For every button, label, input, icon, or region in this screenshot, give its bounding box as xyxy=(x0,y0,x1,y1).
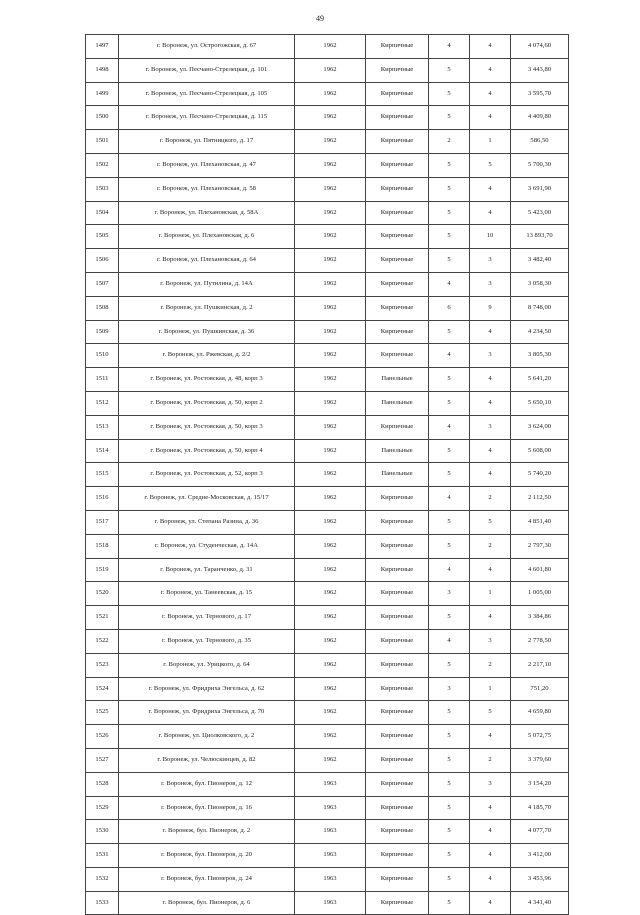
area-cell: 2 797,30 xyxy=(511,534,569,558)
table-row xyxy=(86,891,569,915)
row-number: 1508 xyxy=(86,296,119,320)
floors-cell: 4 xyxy=(429,629,470,653)
address-cell: г. Воронеж, ул. Танеевская, д. 15 xyxy=(119,582,295,606)
year-cell: 1962 xyxy=(295,653,366,677)
table-row xyxy=(86,320,569,344)
year-cell: 1962 xyxy=(295,249,366,273)
area-cell: 3 595,70 xyxy=(511,82,569,106)
floors-cell: 5 xyxy=(429,653,470,677)
wall-material-cell: Кирпичные xyxy=(366,844,429,868)
table-row xyxy=(86,487,569,511)
wall-material-cell: Кирпичные xyxy=(366,487,429,511)
area-cell: 1 005,00 xyxy=(511,582,569,606)
row-number: 1526 xyxy=(86,725,119,749)
entrances-cell: 5 xyxy=(470,153,511,177)
entrances-cell: 4 xyxy=(470,201,511,225)
table-row xyxy=(86,106,569,130)
area-cell: 4 409,80 xyxy=(511,106,569,130)
wall-material-cell: Кирпичные xyxy=(366,606,429,630)
page-number: 49 xyxy=(316,14,324,23)
address-cell: г. Воронеж, ул. Песчано-Стрелецкая, д. 105 xyxy=(119,82,295,106)
row-number: 1533 xyxy=(86,891,119,915)
housing-registry-table xyxy=(85,34,569,915)
area-cell: 4 341,40 xyxy=(511,891,569,915)
address-cell: г. Воронеж, ул. Плехановская, д. 58А xyxy=(119,201,295,225)
floors-cell: 4 xyxy=(429,344,470,368)
wall-material-cell: Кирпичные xyxy=(366,415,429,439)
entrances-cell: 4 xyxy=(470,58,511,82)
entrances-cell: 3 xyxy=(470,272,511,296)
floors-cell: 3 xyxy=(429,677,470,701)
wall-material-cell: Кирпичные xyxy=(366,177,429,201)
address-cell: г. Воронеж, ул. Урицкого, д. 64 xyxy=(119,653,295,677)
wall-material-cell: Кирпичные xyxy=(366,510,429,534)
wall-material-cell: Кирпичные xyxy=(366,653,429,677)
area-cell: 586,50 xyxy=(511,130,569,154)
wall-material-cell: Кирпичные xyxy=(366,582,429,606)
floors-cell: 4 xyxy=(429,487,470,511)
area-cell: 3 058,30 xyxy=(511,272,569,296)
row-number: 1514 xyxy=(86,439,119,463)
entrances-cell: 3 xyxy=(470,344,511,368)
entrances-cell: 2 xyxy=(470,653,511,677)
wall-material-cell: Кирпичные xyxy=(366,534,429,558)
address-cell: г. Воронеж, ул. Песчано-Стрелецкая, д. 115 xyxy=(119,106,295,130)
year-cell: 1962 xyxy=(295,35,366,59)
row-number: 1500 xyxy=(86,106,119,130)
row-number: 1521 xyxy=(86,606,119,630)
floors-cell: 5 xyxy=(429,177,470,201)
area-cell: 4 601,80 xyxy=(511,558,569,582)
year-cell: 1962 xyxy=(295,510,366,534)
entrances-cell: 4 xyxy=(470,606,511,630)
area-cell: 3 453,96 xyxy=(511,867,569,891)
address-cell: г. Воронеж, ул. Тернового, д. 35 xyxy=(119,629,295,653)
area-cell: 4 074,60 xyxy=(511,35,569,59)
address-cell: г. Воронеж, бул. Пионеров, д. 2 xyxy=(119,820,295,844)
table-row xyxy=(86,225,569,249)
floors-cell: 4 xyxy=(429,272,470,296)
entrances-cell: 1 xyxy=(470,677,511,701)
wall-material-cell: Панельные xyxy=(366,463,429,487)
entrances-cell: 4 xyxy=(470,558,511,582)
area-cell: 5 423,00 xyxy=(511,201,569,225)
area-cell: 8 748,00 xyxy=(511,296,569,320)
year-cell: 1962 xyxy=(295,415,366,439)
area-cell: 4 659,80 xyxy=(511,701,569,725)
address-cell: г. Воронеж, ул. Пушкинская, д. 36 xyxy=(119,320,295,344)
entrances-cell: 1 xyxy=(470,582,511,606)
row-number: 1513 xyxy=(86,415,119,439)
table-row xyxy=(86,130,569,154)
wall-material-cell: Панельные xyxy=(366,439,429,463)
row-number: 1503 xyxy=(86,177,119,201)
year-cell: 1962 xyxy=(295,582,366,606)
year-cell: 1962 xyxy=(295,201,366,225)
floors-cell: 5 xyxy=(429,844,470,868)
table-row xyxy=(86,58,569,82)
wall-material-cell: Кирпичные xyxy=(366,820,429,844)
area-cell: 3 379,60 xyxy=(511,748,569,772)
table-row xyxy=(86,82,569,106)
floors-cell: 4 xyxy=(429,35,470,59)
address-cell: г. Воронеж, ул. Ростовская, д. 48, корп 3 xyxy=(119,368,295,392)
floors-cell: 5 xyxy=(429,439,470,463)
row-number: 1506 xyxy=(86,249,119,273)
area-cell: 5 641,20 xyxy=(511,368,569,392)
floors-cell: 5 xyxy=(429,225,470,249)
address-cell: г. Воронеж, бул. Пионеров, д. 6 xyxy=(119,891,295,915)
year-cell: 1962 xyxy=(295,177,366,201)
year-cell: 1963 xyxy=(295,772,366,796)
table-row xyxy=(86,296,569,320)
year-cell: 1962 xyxy=(295,534,366,558)
area-cell: 3 624,00 xyxy=(511,415,569,439)
row-number: 1528 xyxy=(86,772,119,796)
wall-material-cell: Кирпичные xyxy=(366,558,429,582)
table-row xyxy=(86,177,569,201)
wall-material-cell: Кирпичные xyxy=(366,772,429,796)
area-cell: 13 893,70 xyxy=(511,225,569,249)
year-cell: 1962 xyxy=(295,106,366,130)
year-cell: 1962 xyxy=(295,391,366,415)
address-cell: г. Воронеж, ул. Степана Разина, д. 36 xyxy=(119,510,295,534)
year-cell: 1963 xyxy=(295,844,366,868)
table-row xyxy=(86,844,569,868)
table-row xyxy=(86,249,569,273)
address-cell: г. Воронеж, ул. Ростовская, д. 52, корп 3 xyxy=(119,463,295,487)
floors-cell: 5 xyxy=(429,249,470,273)
address-cell: г. Воронеж, ул. Плехановская, д. 47 xyxy=(119,153,295,177)
year-cell: 1962 xyxy=(295,225,366,249)
table-row xyxy=(86,201,569,225)
floors-cell: 5 xyxy=(429,82,470,106)
floors-cell: 5 xyxy=(429,534,470,558)
year-cell: 1963 xyxy=(295,820,366,844)
address-cell: г. Воронеж, ул. Фридриха Энгельса, д. 62 xyxy=(119,677,295,701)
area-cell: 5 072,75 xyxy=(511,725,569,749)
year-cell: 1962 xyxy=(295,344,366,368)
entrances-cell: 2 xyxy=(470,534,511,558)
entrances-cell: 4 xyxy=(470,820,511,844)
year-cell: 1962 xyxy=(295,701,366,725)
row-number: 1527 xyxy=(86,748,119,772)
floors-cell: 5 xyxy=(429,820,470,844)
year-cell: 1962 xyxy=(295,82,366,106)
floors-cell: 5 xyxy=(429,891,470,915)
wall-material-cell: Кирпичные xyxy=(366,58,429,82)
entrances-cell: 3 xyxy=(470,249,511,273)
table-row xyxy=(86,558,569,582)
floors-cell: 5 xyxy=(429,725,470,749)
table-row xyxy=(86,463,569,487)
area-cell: 3 805,30 xyxy=(511,344,569,368)
wall-material-cell: Кирпичные xyxy=(366,629,429,653)
year-cell: 1963 xyxy=(295,867,366,891)
row-number: 1530 xyxy=(86,820,119,844)
entrances-cell: 2 xyxy=(470,487,511,511)
row-number: 1524 xyxy=(86,677,119,701)
row-number: 1510 xyxy=(86,344,119,368)
entrances-cell: 10 xyxy=(470,225,511,249)
row-number: 1517 xyxy=(86,510,119,534)
wall-material-cell: Кирпичные xyxy=(366,272,429,296)
wall-material-cell: Кирпичные xyxy=(366,249,429,273)
area-cell: 4 185,70 xyxy=(511,796,569,820)
entrances-cell: 4 xyxy=(470,35,511,59)
wall-material-cell: Кирпичные xyxy=(366,701,429,725)
table-row xyxy=(86,510,569,534)
wall-material-cell: Кирпичные xyxy=(366,130,429,154)
area-cell: 5 700,30 xyxy=(511,153,569,177)
year-cell: 1963 xyxy=(295,891,366,915)
row-number: 1520 xyxy=(86,582,119,606)
wall-material-cell: Кирпичные xyxy=(366,82,429,106)
floors-cell: 5 xyxy=(429,58,470,82)
wall-material-cell: Кирпичные xyxy=(366,725,429,749)
row-number: 1507 xyxy=(86,272,119,296)
area-cell: 5 608,00 xyxy=(511,439,569,463)
address-cell: г. Воронеж, ул. Плехановская, д. 58 xyxy=(119,177,295,201)
entrances-cell: 4 xyxy=(470,106,511,130)
floors-cell: 4 xyxy=(429,558,470,582)
entrances-cell: 4 xyxy=(470,463,511,487)
year-cell: 1962 xyxy=(295,463,366,487)
row-number: 1505 xyxy=(86,225,119,249)
area-cell: 2 778,50 xyxy=(511,629,569,653)
address-cell: г. Воронеж, ул. Ростовская, д. 50, корп 2 xyxy=(119,391,295,415)
floors-cell: 2 xyxy=(429,130,470,154)
area-cell: 5 740,20 xyxy=(511,463,569,487)
table-row xyxy=(86,748,569,772)
year-cell: 1962 xyxy=(295,153,366,177)
row-number: 1497 xyxy=(86,35,119,59)
address-cell: г. Воронеж, ул. Пятницкого, д. 17 xyxy=(119,130,295,154)
entrances-cell: 4 xyxy=(470,891,511,915)
address-cell: г. Воронеж, бул. Пионеров, д. 24 xyxy=(119,867,295,891)
table-row xyxy=(86,344,569,368)
table-row xyxy=(86,796,569,820)
floors-cell: 5 xyxy=(429,320,470,344)
floors-cell: 5 xyxy=(429,772,470,796)
floors-cell: 4 xyxy=(429,415,470,439)
entrances-cell: 4 xyxy=(470,320,511,344)
entrances-cell: 4 xyxy=(470,439,511,463)
entrances-cell: 4 xyxy=(470,368,511,392)
area-cell: 3 384,86 xyxy=(511,606,569,630)
address-cell: г. Воронеж, ул. Таранченко, д. 31 xyxy=(119,558,295,582)
table-row xyxy=(86,701,569,725)
table-row xyxy=(86,582,569,606)
table-row xyxy=(86,391,569,415)
row-number: 1501 xyxy=(86,130,119,154)
row-number: 1502 xyxy=(86,153,119,177)
entrances-cell: 4 xyxy=(470,844,511,868)
address-cell: г. Воронеж, ул. Плехановская, д. 64 xyxy=(119,249,295,273)
area-cell: 3 443,80 xyxy=(511,58,569,82)
year-cell: 1962 xyxy=(295,487,366,511)
table-row xyxy=(86,272,569,296)
year-cell: 1962 xyxy=(295,296,366,320)
table-row xyxy=(86,368,569,392)
row-number: 1515 xyxy=(86,463,119,487)
row-number: 1532 xyxy=(86,867,119,891)
table-row xyxy=(86,415,569,439)
entrances-cell: 4 xyxy=(470,391,511,415)
row-number: 1511 xyxy=(86,368,119,392)
entrances-cell: 3 xyxy=(470,415,511,439)
table-row xyxy=(86,772,569,796)
wall-material-cell: Кирпичные xyxy=(366,296,429,320)
table-row xyxy=(86,653,569,677)
address-cell: г. Воронеж, ул. Песчано-Стрелецкая, д. 101 xyxy=(119,58,295,82)
floors-cell: 5 xyxy=(429,153,470,177)
area-cell: 751,20 xyxy=(511,677,569,701)
table-row xyxy=(86,534,569,558)
row-number: 1512 xyxy=(86,391,119,415)
table-row xyxy=(86,629,569,653)
table-row xyxy=(86,606,569,630)
floors-cell: 6 xyxy=(429,296,470,320)
area-cell: 4 851,40 xyxy=(511,510,569,534)
area-cell: 4 234,50 xyxy=(511,320,569,344)
address-cell: г. Воронеж, ул. Студенческая, д. 14А xyxy=(119,534,295,558)
area-cell: 3 482,40 xyxy=(511,249,569,273)
address-cell: г. Воронеж, ул. Тернового, д. 17 xyxy=(119,606,295,630)
area-cell: 5 650,10 xyxy=(511,391,569,415)
year-cell: 1962 xyxy=(295,725,366,749)
floors-cell: 5 xyxy=(429,106,470,130)
entrances-cell: 4 xyxy=(470,867,511,891)
address-cell: г. Воронеж, ул. Фридриха Энгельса, д. 70 xyxy=(119,701,295,725)
area-cell: 2 112,50 xyxy=(511,487,569,511)
year-cell: 1962 xyxy=(295,58,366,82)
address-cell: г. Воронеж, ул. Ростовская, д. 50, корп 4 xyxy=(119,439,295,463)
wall-material-cell: Панельные xyxy=(366,368,429,392)
wall-material-cell: Кирпичные xyxy=(366,891,429,915)
wall-material-cell: Кирпичные xyxy=(366,320,429,344)
wall-material-cell: Кирпичные xyxy=(366,153,429,177)
address-cell: г. Воронеж, бул. Пионеров, д. 16 xyxy=(119,796,295,820)
year-cell: 1963 xyxy=(295,796,366,820)
address-cell: г. Воронеж, ул. Челюскинцев, д. 82 xyxy=(119,748,295,772)
year-cell: 1962 xyxy=(295,629,366,653)
year-cell: 1962 xyxy=(295,368,366,392)
area-cell: 3 154,20 xyxy=(511,772,569,796)
entrances-cell: 4 xyxy=(470,725,511,749)
floors-cell: 5 xyxy=(429,201,470,225)
floors-cell: 5 xyxy=(429,391,470,415)
entrances-cell: 2 xyxy=(470,748,511,772)
entrances-cell: 3 xyxy=(470,772,511,796)
address-cell: г. Воронеж, ул. Ростовская, д. 50, корп 3 xyxy=(119,415,295,439)
table-row xyxy=(86,439,569,463)
year-cell: 1962 xyxy=(295,606,366,630)
entrances-cell: 5 xyxy=(470,701,511,725)
floors-cell: 5 xyxy=(429,867,470,891)
address-cell: г. Воронеж, ул. Путилина, д. 14А xyxy=(119,272,295,296)
area-cell: 2 217,10 xyxy=(511,653,569,677)
floors-cell: 5 xyxy=(429,368,470,392)
row-number: 1519 xyxy=(86,558,119,582)
row-number: 1522 xyxy=(86,629,119,653)
year-cell: 1962 xyxy=(295,130,366,154)
address-cell: г. Воронеж, бул. Пионеров, д. 20 xyxy=(119,844,295,868)
address-cell: г. Воронеж, ул. Средне-Московская, д. 15/17 xyxy=(119,487,295,511)
floors-cell: 5 xyxy=(429,463,470,487)
row-number: 1499 xyxy=(86,82,119,106)
table-row xyxy=(86,725,569,749)
floors-cell: 5 xyxy=(429,748,470,772)
wall-material-cell: Кирпичные xyxy=(366,106,429,130)
table-row xyxy=(86,153,569,177)
wall-material-cell: Кирпичные xyxy=(366,677,429,701)
floors-cell: 3 xyxy=(429,582,470,606)
area-cell: 4 077,70 xyxy=(511,820,569,844)
row-number: 1529 xyxy=(86,796,119,820)
entrances-cell: 3 xyxy=(470,629,511,653)
entrances-cell: 4 xyxy=(470,82,511,106)
year-cell: 1962 xyxy=(295,320,366,344)
year-cell: 1962 xyxy=(295,439,366,463)
wall-material-cell: Кирпичные xyxy=(366,35,429,59)
table-row xyxy=(86,867,569,891)
address-cell: г. Воронеж, ул. Ржевская, д. 2/2 xyxy=(119,344,295,368)
area-cell: 3 691,90 xyxy=(511,177,569,201)
table-row xyxy=(86,677,569,701)
wall-material-cell: Кирпичные xyxy=(366,867,429,891)
year-cell: 1962 xyxy=(295,748,366,772)
area-cell: 3 412,00 xyxy=(511,844,569,868)
wall-material-cell: Кирпичные xyxy=(366,225,429,249)
wall-material-cell: Кирпичные xyxy=(366,748,429,772)
table-body xyxy=(86,35,569,915)
entrances-cell: 4 xyxy=(470,796,511,820)
entrances-cell: 5 xyxy=(470,510,511,534)
entrances-cell: 1 xyxy=(470,130,511,154)
address-cell: г. Воронеж, ул. Острогожская, д. 67 xyxy=(119,35,295,59)
address-cell: г. Воронеж, бул. Пионеров, д. 12 xyxy=(119,772,295,796)
floors-cell: 5 xyxy=(429,606,470,630)
address-cell: г. Воронеж, ул. Циолковского, д. 2 xyxy=(119,725,295,749)
entrances-cell: 9 xyxy=(470,296,511,320)
wall-material-cell: Панельные xyxy=(366,391,429,415)
floors-cell: 5 xyxy=(429,510,470,534)
address-cell: г. Воронеж, ул. Плехановская, д. 6 xyxy=(119,225,295,249)
address-cell: г. Воронеж, ул. Пушкинская, д. 2 xyxy=(119,296,295,320)
wall-material-cell: Кирпичные xyxy=(366,344,429,368)
row-number: 1509 xyxy=(86,320,119,344)
floors-cell: 5 xyxy=(429,701,470,725)
floors-cell: 5 xyxy=(429,796,470,820)
row-number: 1525 xyxy=(86,701,119,725)
row-number: 1516 xyxy=(86,487,119,511)
year-cell: 1962 xyxy=(295,272,366,296)
table-row xyxy=(86,820,569,844)
row-number: 1518 xyxy=(86,534,119,558)
year-cell: 1962 xyxy=(295,558,366,582)
row-number: 1504 xyxy=(86,201,119,225)
table-row xyxy=(86,35,569,59)
row-number: 1531 xyxy=(86,844,119,868)
year-cell: 1962 xyxy=(295,677,366,701)
row-number: 1523 xyxy=(86,653,119,677)
wall-material-cell: Кирпичные xyxy=(366,201,429,225)
row-number: 1498 xyxy=(86,58,119,82)
entrances-cell: 4 xyxy=(470,177,511,201)
wall-material-cell: Кирпичные xyxy=(366,796,429,820)
